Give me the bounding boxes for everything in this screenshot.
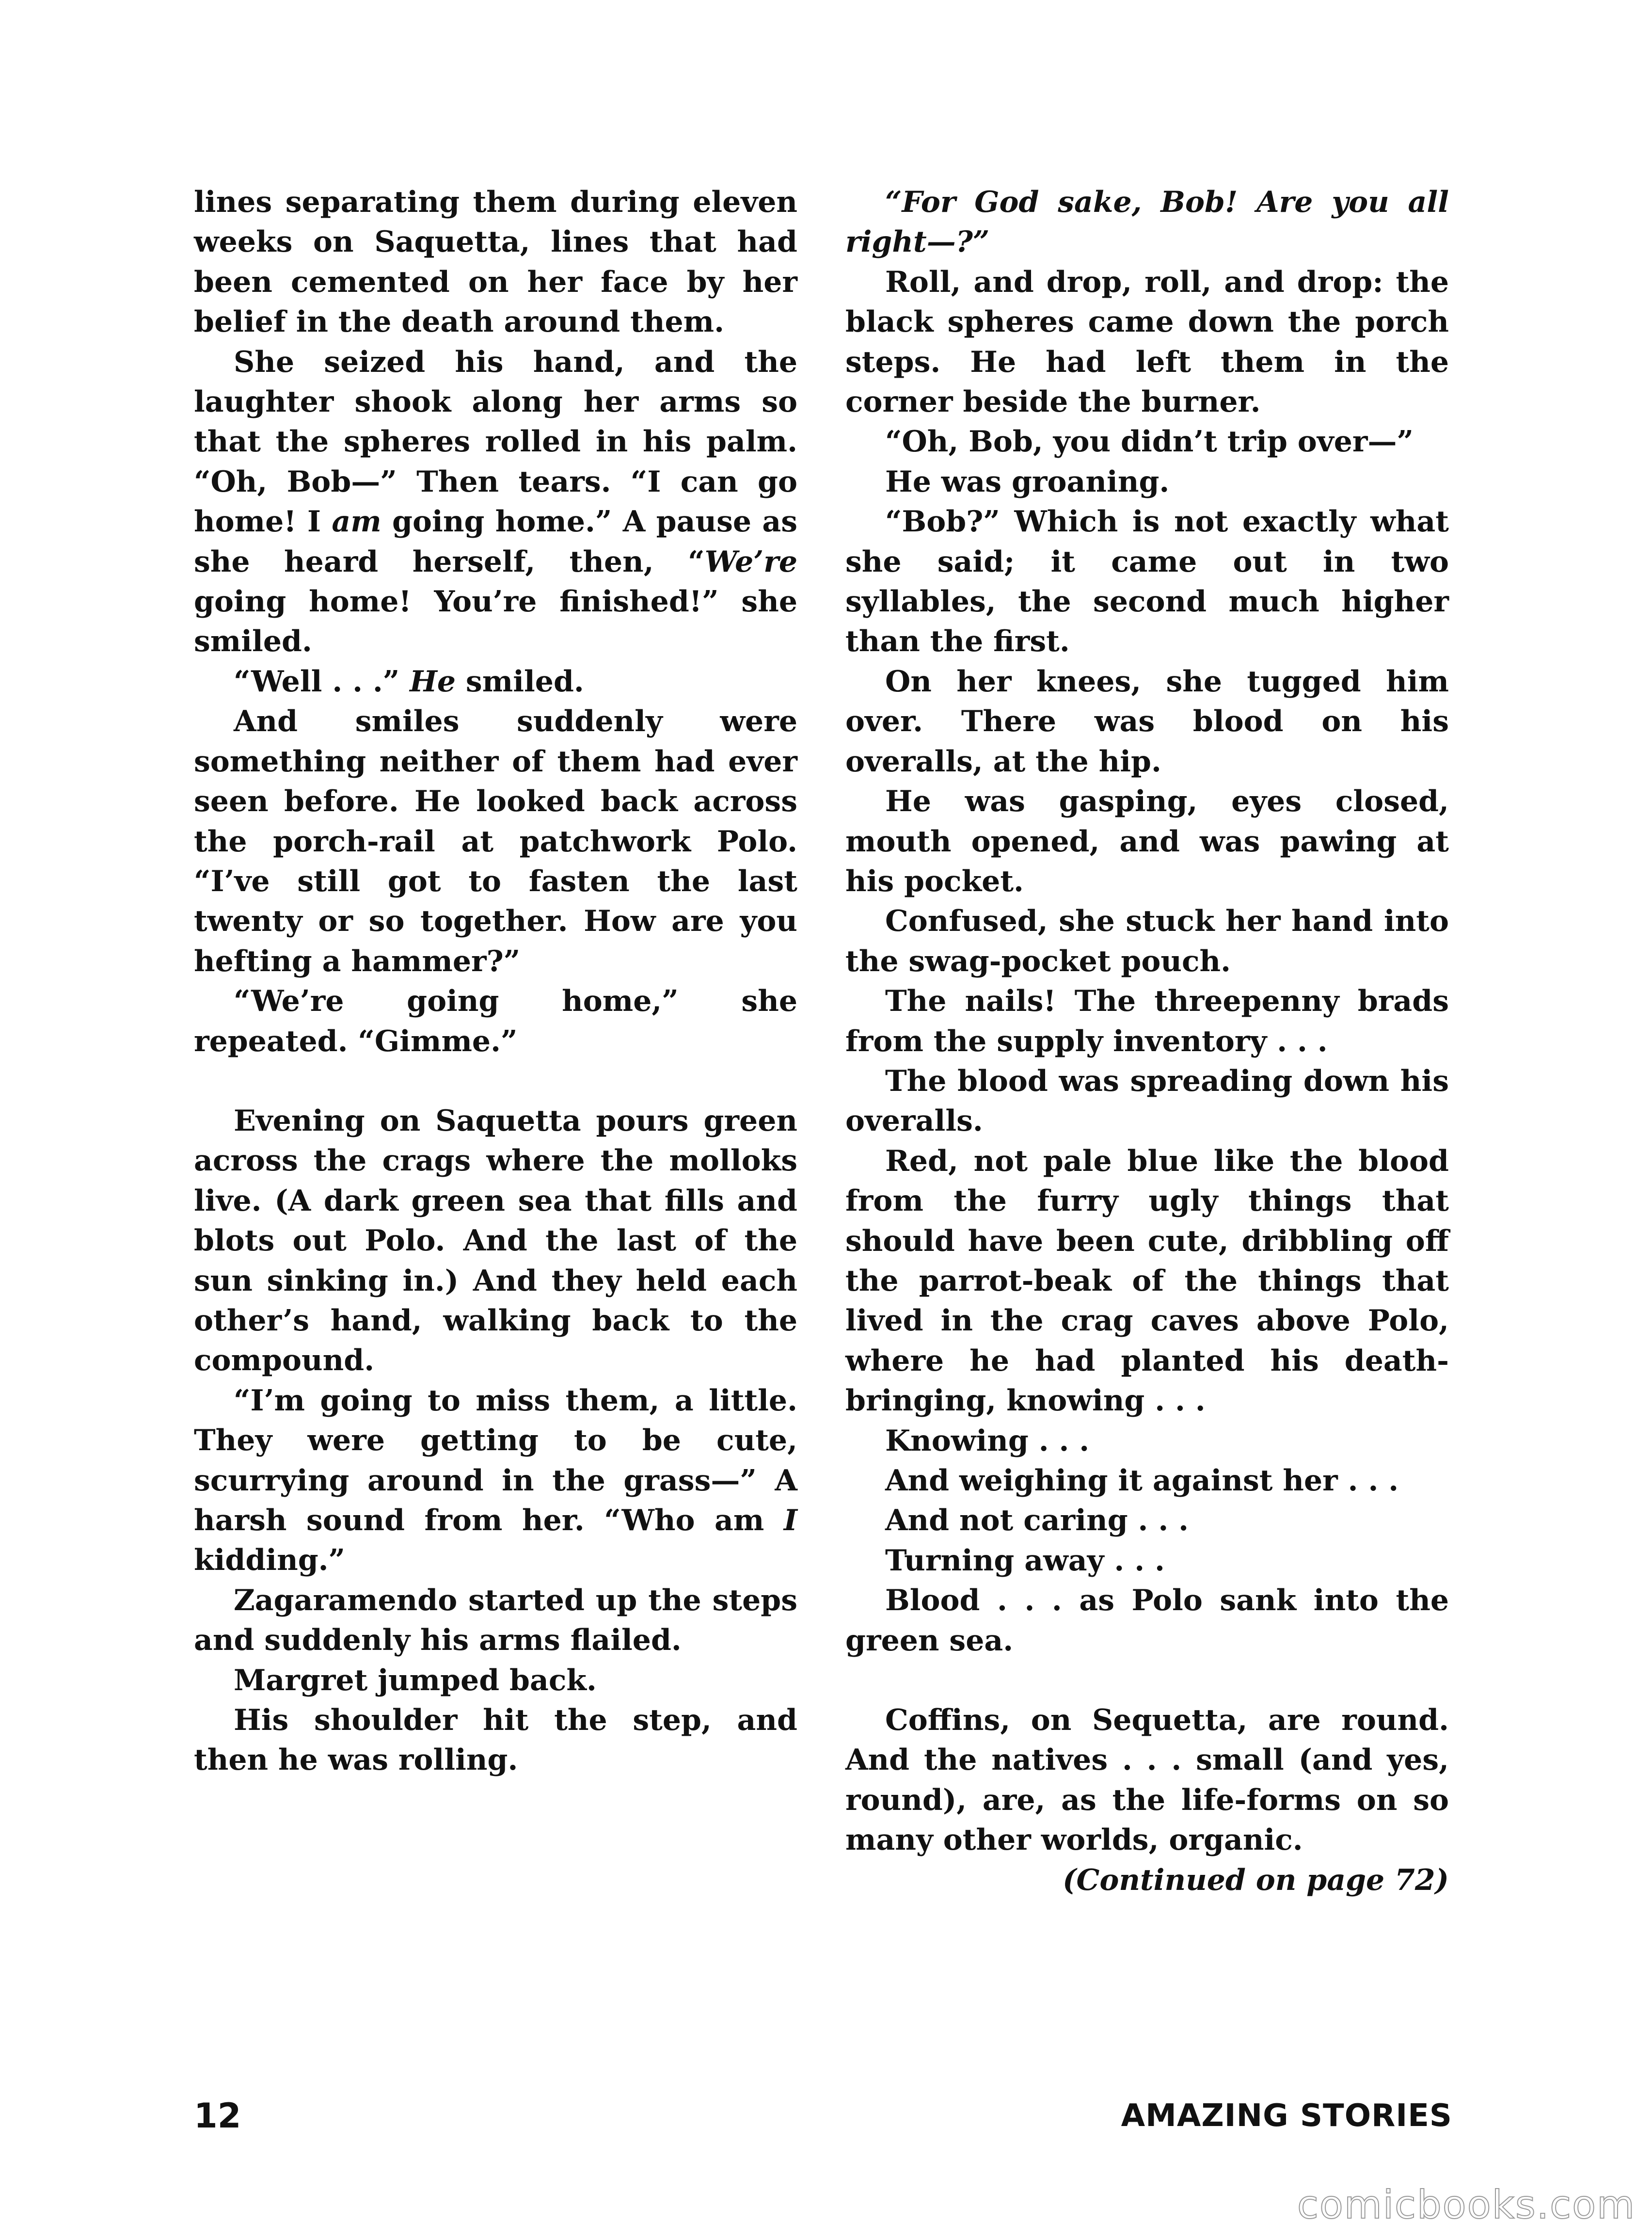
paragraph: He was groaning.: [885, 464, 1170, 499]
paragraph: “Bob?” Which is not exactly what she said; it came out in two syllables, the second much higher than the first.: [845, 505, 1449, 659]
page-number: 12: [194, 2096, 241, 2136]
paragraph: His shoulder hit the step, and then he was rolling.: [194, 1703, 797, 1777]
paragraph: Coffins, on Sequetta, are round. And the natives . . . small (and yes, round), are, as the life-forms on so many other worlds, organic.: [845, 1703, 1449, 1857]
paragraph: Red, not pale blue like the blood from the furry ugly things that should have been cute, dribbling off the parrot-beak of the things that lived in the crag caves above Polo, where he had planted his death-bringing, knowing . . .: [845, 1144, 1449, 1418]
paragraph: On her knees, she tugged him over. There was blood on his overalls, at the hip.: [845, 664, 1449, 779]
paragraph: She seized his hand, and the laughter shook along her arms so that the spheres rolled in his palm. “Oh, Bob—” Then tears. “I can go home! I am going home.” A pause as she heard herself, then, “We’re going home! You’re finished!” she smiled.: [194, 345, 798, 659]
paragraph: “We’re going home,” she repeated. “Gimme.”: [194, 984, 797, 1058]
paragraph: lines separating them during eleven weeks on Saquetta, lines that had been cemented on her face by her belief in the death around them.: [194, 185, 797, 339]
running-title: AMAZING STORIES: [1121, 2098, 1452, 2134]
paragraph: Confused, she stuck her hand into the swag-pocket pouch.: [845, 904, 1449, 978]
paragraph: “Well . . .” He smiled.: [234, 664, 584, 699]
right-text-column: [845, 182, 1449, 1900]
paragraph: “Oh, Bob, you didn’t trip over—”: [885, 425, 1414, 459]
paragraph: “I’m going to miss them, a little. They were getting to be cute, scurrying around in the grass—” A harsh sound from her. “Who am I kidding.”: [194, 1383, 797, 1578]
continued-note: (Continued on page 72): [1063, 1863, 1449, 1897]
paragraph: “For God sake, Bob! Are you all right—?”: [845, 185, 1449, 259]
paragraph: He was gasping, eyes closed, mouth opened, and was pawing at his pocket.: [845, 784, 1449, 898]
paragraph: Blood . . . as Polo sank into the green sea.: [845, 1583, 1449, 1658]
paragraph: And weighing it against her . . .: [885, 1464, 1399, 1498]
paragraph: Zagaramendo started up the steps and suddenly his arms flailed.: [194, 1583, 797, 1658]
watermark: comicbooks.com: [1297, 2182, 1636, 2227]
paragraph: The nails! The threepenny brads from the supply inventory . . .: [845, 984, 1449, 1058]
paragraph: And not caring . . .: [885, 1503, 1189, 1538]
paragraph: Roll, and drop, roll, and drop: the black spheres came down the porch steps. He had left them in the corner beside the burner.: [845, 265, 1449, 419]
paragraph: Turning away . . .: [885, 1543, 1165, 1578]
paragraph: And smiles suddenly were something neither of them had ever seen before. He looked back across the porch-rail at patchwork Polo. “I’ve still got to fasten the last twenty or so together. How are you hefting a hammer?”: [194, 704, 797, 978]
paragraph: The blood was spreading down his overalls.: [845, 1064, 1449, 1138]
paragraph: Knowing . . .: [885, 1423, 1090, 1458]
paragraph: Margret jumped back.: [234, 1663, 597, 1697]
left-text-column: [194, 182, 797, 1780]
paragraph: Evening on Saquetta pours green across the crags where the molloks live. (A dark green sea that fills and blots out Polo. And the last of the sun sinking in.) And they held each other’s hand, walking back to the compound.: [194, 1104, 797, 1378]
